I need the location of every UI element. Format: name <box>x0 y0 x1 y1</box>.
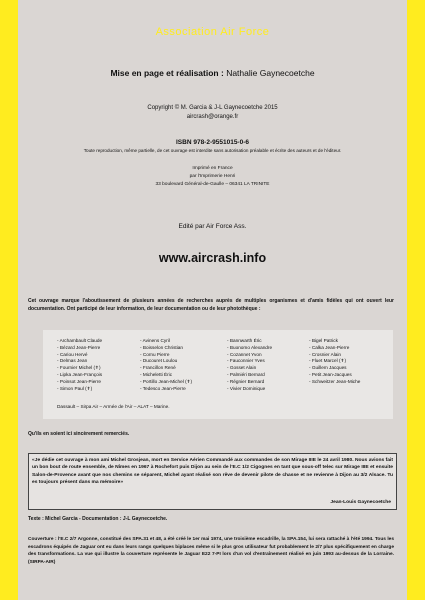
dedication-text: «Je dédie cet ouvrage à mon ami Michel Grosjean, mort en Service Aérien Commandé aux commandes de son Mirage IIIE le 24 avril 1980. Nous avions fait un bon bout de route ensemble, de Nîmes en 1967 à Rochefort puis Dijon au sein de l'E.C 1/2 Cigognes en tant que sous-off telec sur Mirage IIIE et ensuite Salon-de-Provence avant que nos chemins se séparent, Michel ayant réalisé son rêve de devenir pilote de chasse et ne revienne à Dijon au 3/2 Alsace. Tu es toujours présent dans ma mémoire» <box>32 458 393 485</box>
contributor-name: - Cornu Pierre <box>140 351 170 357</box>
contributor-name: - Portillo Jean-Michel (✝) <box>140 378 193 384</box>
contributor-name: - Vivier Dominique <box>227 385 266 391</box>
intro-paragraph: Cet ouvrage marque l'aboutissement de plusieurs années de recherches auprès de multiples organismes et d'amis fidèles qui ont ouvert leur documentation. Ont participé de leur information, de leur documentation ou de leur photothèque : <box>28 298 394 312</box>
layout-credit-label: Mise en page et réalisation : <box>110 68 224 78</box>
organisations-sources: Dassault – Sirpa Air – Armée de l'Air – ALAT – Marine. <box>57 404 170 409</box>
contributor-name: - Cariou Hervé <box>57 351 88 357</box>
copyright-block <box>18 104 407 122</box>
contributor-name: - Buonomo Alexandre <box>227 344 273 350</box>
contributor-name: - Petit Jean-Jacques <box>309 371 352 377</box>
printer-line-2: par l'Imprimerie Henri <box>189 174 236 179</box>
layout-credit <box>18 68 407 78</box>
contributor-name: - Avinens Cyril <box>140 338 170 343</box>
contributor-name: - Bigel Patrick <box>309 338 338 343</box>
contributor-name: - Crosnier Alain <box>309 351 342 357</box>
contributors-box <box>43 330 393 419</box>
contributor-name: - Ducouret Loulou <box>140 358 178 364</box>
printer-line-3: 33 boulevard Général-de-Gaulle – 06341 LA TRINITE <box>155 182 270 187</box>
page-sheet <box>18 0 407 600</box>
printer-line-1: Imprimé en France <box>192 166 233 171</box>
contributor-name: - Lipka Jean-François <box>57 371 103 377</box>
layout-credit-name: Nathalie Gaynecoetche <box>226 68 315 78</box>
contributor-name: - Gosset Alain <box>227 365 257 371</box>
contributor-name: - Francillon René <box>140 365 176 371</box>
contributor-name: - Micheletti Éric <box>140 371 173 377</box>
contributor-name: - Tedesco Jean-Pierre <box>140 385 186 391</box>
contributor-name: - Calka Jean-Pierre <box>309 344 350 350</box>
text-documentation-credits: Texte : Michel Garcia - Documentation : J-L Gaynecoetche. <box>28 516 168 522</box>
contributor-name: - Poinsot Jean-Pierre <box>57 378 102 384</box>
contributor-name: - Guillem Jacques <box>309 365 347 371</box>
contributor-name: - Fluet Marcel (✝) <box>309 358 347 364</box>
contributor-name: - Schweitzer Jean-Miche <box>309 378 361 384</box>
contributor-name: - Bézard Jean-Pierre <box>57 344 101 350</box>
contributor-name: - Régnier Bernard <box>227 378 265 384</box>
dedication-box <box>28 453 397 510</box>
contributor-name: - Fauconnier Yves <box>227 358 265 364</box>
rights-notice: Toute reproduction, même partielle, de cet ouvrage est interdite sans autorisation préalable et écrite des auteurs et de l'éditeur. <box>83 148 342 153</box>
contributor-name: - Archambault Claude <box>57 338 103 343</box>
contributor-name: - Fournier Michel (✝) <box>57 365 101 371</box>
contributors-column-3 <box>227 338 272 392</box>
dedication-signature: Jean-Louis Gaynecoetche <box>330 500 391 505</box>
contributor-name: - Palmiéri Bernard <box>227 371 265 377</box>
contributors-column-1 <box>57 338 102 392</box>
copyright-email: aircrash@orange.fr <box>186 114 239 120</box>
isbn: ISBN 978-2-9551015-0-6 <box>176 139 249 146</box>
contributor-name: - Bannwarth Éric <box>227 338 262 343</box>
contributor-name: - Cozannet Yvon <box>227 351 262 357</box>
website-url: www.aircrash.info <box>158 251 267 265</box>
printer-info <box>18 165 407 189</box>
copyright-line: Copyright © M. Garcia & J-L Gaynecoetche 2015 <box>147 105 278 111</box>
contributor-name: - Delmas Jean <box>57 358 88 364</box>
contributor-name: - Simon Paul (✝) <box>57 385 93 391</box>
thanks-line: Qu'ils en soient ici sincèrement remerciés. <box>28 431 130 437</box>
page-header-title: Association Air Force <box>155 26 270 38</box>
contributor-name: - Boisselon Christian <box>140 344 183 350</box>
publisher-line: Edité par Air Force Ass. <box>178 223 247 230</box>
cover-caption: Couverture : l'E.C 2/7 Argonne, constitué des SPA.31 et 48, a été créé le 1er mai 1974, une troisième escadrille, la SPA.154, lui sera rattaché à l'été 1994. Tous les escadrons équipés de Jaguar ont eu dans leurs rangs quelques biplaces même si le plus gros utilisateur fut probablement le 2/7 plus spécifiquement en charge des transformations. La vue qui illustre la couverture représente le Jaguar E22 7-PI lors d'un vol d'entraînement réalisé en juin 1993 au-dessus de la Lorraine. (SIRPA-AIR) <box>28 537 394 565</box>
contributors-column-2 <box>140 338 192 392</box>
contributors-column-4 <box>309 338 360 386</box>
